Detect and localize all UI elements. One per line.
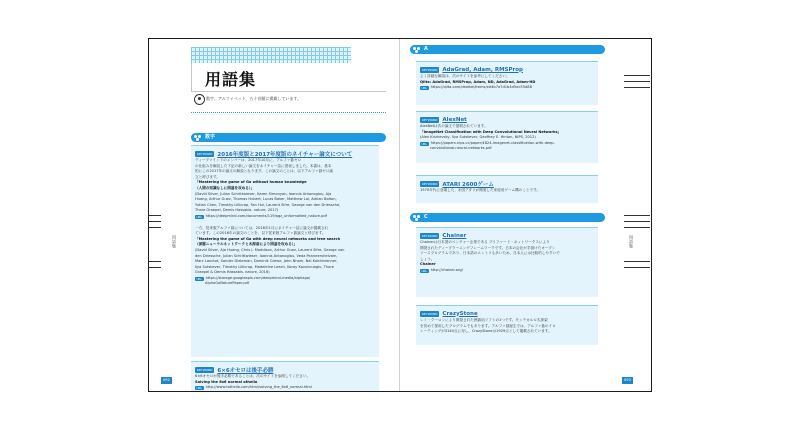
paper-title: 「Mastering the game of Go without human knowledge [195,180,307,185]
keyword-tag: KEYWORD [422,311,438,316]
url-link[interactable]: http://chainer.org/ [430,267,463,272]
dots-icon [194,135,202,141]
entry-keyword: 6×6オセロは後手必勝 [217,367,274,374]
dots-icon [413,47,421,53]
section-bar-numbers [191,133,386,142]
entry-line: 一方、従来版アルファ碁については、2016年1月にネイチャー誌に論文が掲載され [195,225,329,230]
entry-keyword: Chainer [442,232,467,239]
keyword-tag: KEYWORD [422,233,438,238]
side-tab-rule [624,267,650,268]
url-link[interactable]: https://storage.googleapis.com/deepmind-media/alphago/ [205,275,311,280]
entry-head [420,309,594,318]
entry-keyword: 2016年度版と2017年度版のネイチャー論文について [217,151,353,158]
entry-box [416,61,598,105]
entry-line: AlexNetは次の論文で提唱されています。 [420,124,488,128]
url-tag: URL [196,214,203,219]
entry-line: の仕組みを解説した下記の新しい論文をネイチャー誌に発表しました。本書は、基本 [195,163,332,168]
entry-line: よく詳細な解説は、次のサイトを参考にしてください。 [420,74,510,78]
entry-head [420,179,594,188]
keyword-tag: KEYWORD [197,367,213,372]
entry-line: Huang, Arthur Guez, Thomas Hubert, Lucas Baker, Matthew Lai, Adrian Bolton, [195,197,337,202]
url-tag: URL [196,385,203,390]
page-number: 092 [163,378,170,382]
entry-line: ソースプログラムであり、日本語のエントリも多いため、日本人には比較的しやすいで [420,251,560,256]
entry-line: 的にこの2017年の論文の解説となります。この論文のことは、以下アルファ碁ゼロ論 [195,169,334,174]
url-link[interactable]: https://qiita.com/deaikei/items/ed4b7a7d1b4d5dc55d88 [430,85,532,90]
entry-line: Chainerは日本発のベンチャー企業である プリファード・ネットワークスにより [420,240,550,244]
keyword-tag: KEYWORD [197,151,213,156]
paper-subtitle: （深層ニューラルネットワークと木探索により囲碁を攻める）」 [195,242,298,247]
entry-line: しょう。 [420,256,435,261]
entry-keyword: AdaGrad, Adam, RMSProp [442,66,523,73]
keyword-tag: KEYWORD [422,181,438,186]
section-label: C [424,214,428,220]
book-spread [148,38,652,392]
entry-line: を初めて採用したプログラムでもあります。アルファ碁誕生では、アルファ碁のイロ [420,323,556,328]
section-bar-a [410,45,605,54]
side-tab-rule [624,75,650,76]
side-tab-rule [624,261,650,262]
entry-line: レミ・クーロンにより開発された囲碁用ソフトの1つです。モンテカルロ木探索 [420,318,548,322]
side-tab-rule [149,221,161,222]
url-tag: URL [421,268,428,273]
side-tab-rule [624,215,650,216]
url-tag: URL [421,141,428,146]
paper-title: 「Mastering the game of Go with deep neural networks and tree search [195,236,341,241]
entry-line: (David Silver, Aja Huang, Chris J. Maddison, Arthur Guez, Laurent Sifre, George van [195,247,345,252]
url-row [420,85,594,91]
url-row [195,385,375,391]
paper-title: 「ImageNet Classification with Deep Convolutional Neural Networks」 [420,129,562,134]
side-tab-rule [149,215,161,216]
entry-line: Graepel & Demis Hassabis. nature, 2016) [195,270,270,275]
url-link[interactable]: https://deepmind.com/documents/119/agz_unformatted_nature.pdf [205,213,327,218]
section-bar-c [410,213,605,222]
entry-line: den Driessche, Julian Schrittwieser, Ioannis Antonoglou, Veda Panneershelvam, [195,253,338,258]
entry-line: 1970年代に登場した、米国アタリが開発した家庭用ゲーム機のことです。 [420,188,541,192]
grid-strip [191,47,351,63]
side-label: 用語集 [172,235,177,249]
page-number: 093 [624,378,631,382]
entry-keyword: CrazyStone [442,310,478,317]
entry-line: Yutian Chen, Timothy Lillicrap, Fan Hui, Laurent Sifre, George van den Driessche, [195,202,341,207]
keyword-tag: KEYWORD [422,117,438,122]
entry-head [420,231,594,240]
entry-line: Qiita: AdaGrad, RMSProp, Adam, ND, AdaGrad, Adam-HD [420,79,536,84]
url-link[interactable]: https://papers.nips.cc/paper/4824-imagenet-classification-with-deep- [430,140,555,145]
entry-line: ディープマインドのメンバーは、2017年10月に、アルファ碁ゼロ [195,158,302,162]
entry-head [195,365,375,374]
pointer-icon [194,94,205,105]
dots-icon [413,215,421,221]
entry-line: レーティングが3140点に対し、CrazyStoneは1929点として掲載されています。 [420,329,552,334]
entry-head [420,65,594,74]
paper-subtitle: （人間の知識なしに囲碁を攻める）」 [195,185,255,190]
entry-box [191,145,379,357]
entry-line: ています。この2016年の論文のことを、以下従来版アルファ碁論文と呼びます。 [195,231,326,236]
intro-text: 数字、アルファベット、五十音順に掲載しています。 [206,96,302,101]
entry-head [420,115,594,124]
entry-box [416,111,598,163]
url-tag: URL [196,276,203,281]
title-vrule [191,63,192,91]
dotted-divider [191,112,386,113]
entry-line: Chainer [420,262,436,267]
side-tab-rule [624,81,650,82]
section-label: A [424,46,428,52]
entry-line: Ilya Sutskever, Timothy Lillicrap, Madeleine Leach, Koray Kavukcuoglu, Thore [195,264,334,269]
side-tab-rule [624,227,650,228]
entry-line: 文と呼びます。 [195,174,220,179]
url-row [420,268,594,274]
entry-line: (David Silver, Julian Schrittwieser, Karen Simonyan, Ioannis Antonoglou, Aja [195,191,332,196]
entry-keyword: AlexNet [442,116,467,123]
entry-line: Solving the 6x6 normal othello [195,379,258,384]
entry-line: 開発されたディープラーニングフレームワークです。日本の会社が手掛けたオープン [420,245,556,250]
entry-line: 6×6オセロが後手必勝であることは、次のサイトを参照してください。 [195,374,311,378]
side-tab-rule [149,227,161,228]
entry-line: (Alex Krizhevsky, Ilya Sutskever, Geoffrey E. Hinton, NIPS, 2012) [420,135,536,140]
right-page [400,39,651,391]
url-tag: URL [421,85,428,90]
left-page [149,39,400,391]
page-title: 用語集 [205,70,257,89]
title-rule [191,91,386,92]
side-label: 用語集 [629,235,634,249]
entry-keyword: ATARI 2600ゲーム [442,181,494,188]
section-label: 数字 [205,134,216,140]
url-link[interactable]: http://www.tothello.com/html/solving_the_6x6_normal.html [205,385,312,390]
entry-head [195,149,375,158]
side-tab-rule [624,221,650,222]
entry-line: Thore Graepel, Demis Hassabis. nature, 2017) [195,208,279,213]
entry-box [191,361,379,391]
keyword-tag: KEYWORD [422,67,438,72]
entry-line: Marc Lanctot, Sander Dieleman, Dominik Grewe, John Nham, Nal Kalchbrenner, [195,259,338,264]
entry-box [416,175,598,203]
url-continuation[interactable]: convolutional-neural-networks.pdf [430,146,492,151]
side-tab-rule [624,87,650,88]
entry-box [416,305,598,345]
entry-box [416,227,598,297]
side-tab-rule [149,261,161,262]
side-tab-rule [149,267,161,268]
url-continuation[interactable]: AlphaGoNaturePaper.pdf [205,281,250,286]
